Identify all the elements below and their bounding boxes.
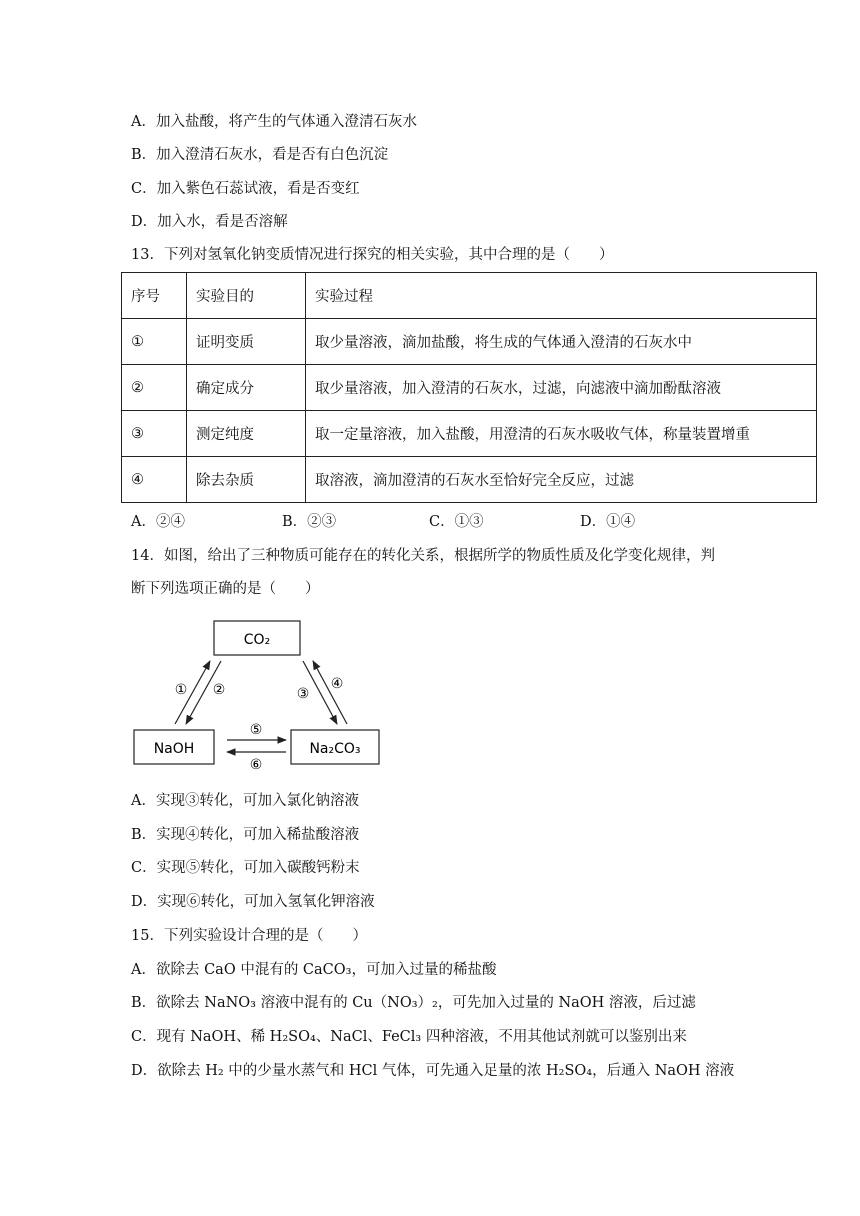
q15-stem: 15．下列实验设计合理的是（ ） bbox=[131, 928, 367, 944]
table-header: 序号 bbox=[122, 273, 187, 319]
q15-option-a: A．欲除去 CaO 中混有的 CaCO₃，可加入过量的稀盐酸 bbox=[131, 962, 497, 978]
q13-option-b: B．②③ bbox=[282, 514, 337, 530]
q14-stem-line1: 14．如图，给出了三种物质可能存在的转化关系，根据所学的物质性质及化学变化规律，判 bbox=[131, 548, 715, 564]
table-cell: ① bbox=[122, 319, 187, 365]
q13-option-a: A．②④ bbox=[131, 514, 185, 530]
experiment-table bbox=[121, 272, 817, 503]
label-6: ⑥ bbox=[249, 757, 263, 773]
q14-option-c: C．实现⑤转化，可加入碳酸钙粉末 bbox=[131, 860, 360, 876]
table-cell: 取溶液，滴加澄清的石灰水至恰好完全反应，过滤 bbox=[306, 457, 817, 503]
table-cell: 确定成分 bbox=[187, 365, 306, 411]
table-row bbox=[122, 365, 817, 411]
table-cell: 取一定量溶液，加入盐酸，用澄清的石灰水吸收气体，称量装置增重 bbox=[306, 411, 817, 457]
q13-option-c: C．①③ bbox=[429, 514, 484, 530]
conversion-diagram bbox=[120, 610, 400, 775]
table-cell: ③ bbox=[122, 411, 187, 457]
q12-option-a: A．加入盐酸，将产生的气体通入澄清石灰水 bbox=[131, 114, 417, 130]
label-3: ③ bbox=[296, 686, 310, 702]
q13-stem: 13．下列对氢氧化钠变质情况进行探究的相关实验，其中合理的是（ ） bbox=[131, 247, 614, 263]
table-cell: 测定纯度 bbox=[187, 411, 306, 457]
q14-option-d: D．实现⑥转化，可加入氢氧化钾溶液 bbox=[131, 894, 375, 910]
table-cell: ② bbox=[122, 365, 187, 411]
q15-option-d: D．欲除去 H₂ 中的少量水蒸气和 HCl 气体，可先通入足量的浓 H₂SO₄，后通入 NaOH 溶液 bbox=[131, 1063, 735, 1079]
q12-option-d: D．加入水，看是否溶解 bbox=[131, 214, 288, 230]
label-5: ⑤ bbox=[249, 722, 263, 738]
q12-option-c: C．加入紫色石蕊试液，看是否变红 bbox=[131, 181, 360, 197]
table-cell: 取少量溶液，滴加盐酸，将生成的气体通入澄清的石灰水中 bbox=[306, 319, 817, 365]
q14-stem-line2: 断下列选项正确的是（ ） bbox=[131, 581, 320, 597]
table-row bbox=[122, 411, 817, 457]
table-header-row bbox=[122, 273, 817, 319]
q12-option-b: B．加入澄清石灰水，看是否有白色沉淀 bbox=[131, 147, 389, 163]
table-cell: 除去杂质 bbox=[187, 457, 306, 503]
table-header: 实验目的 bbox=[187, 273, 306, 319]
naoh-label: NaOH bbox=[153, 741, 195, 757]
q14-option-b: B．实现④转化，可加入稀盐酸溶液 bbox=[131, 827, 360, 843]
na2co3-label: Na₂CO₃ bbox=[309, 741, 361, 757]
table-row bbox=[122, 319, 817, 365]
q15-option-b: B．欲除去 NaNO₃ 溶液中混有的 Cu（NO₃）₂，可先加入过量的 NaOH 溶液，后过滤 bbox=[131, 995, 696, 1011]
table-cell: 证明变质 bbox=[187, 319, 306, 365]
label-1: ① bbox=[174, 682, 188, 698]
label-2: ② bbox=[212, 682, 226, 698]
q13-option-d: D．①④ bbox=[580, 514, 636, 530]
co2-label: CO₂ bbox=[243, 632, 271, 648]
q15-option-c: C．现有 NaOH、稀 H₂SO₄、NaCl、FeCl₃ 四种溶液，不用其他试剂就可以鉴别出来 bbox=[131, 1029, 687, 1045]
table-row bbox=[122, 457, 817, 503]
label-4: ④ bbox=[330, 676, 344, 692]
q14-option-a: A．实现③转化，可加入氯化钠溶液 bbox=[131, 793, 359, 809]
table-cell: ④ bbox=[122, 457, 187, 503]
table-cell: 取少量溶液，加入澄清的石灰水，过滤，向滤液中滴加酚酞溶液 bbox=[306, 365, 817, 411]
arrow-4 bbox=[313, 661, 347, 724]
q13-options bbox=[131, 510, 731, 530]
table-header: 实验过程 bbox=[306, 273, 817, 319]
